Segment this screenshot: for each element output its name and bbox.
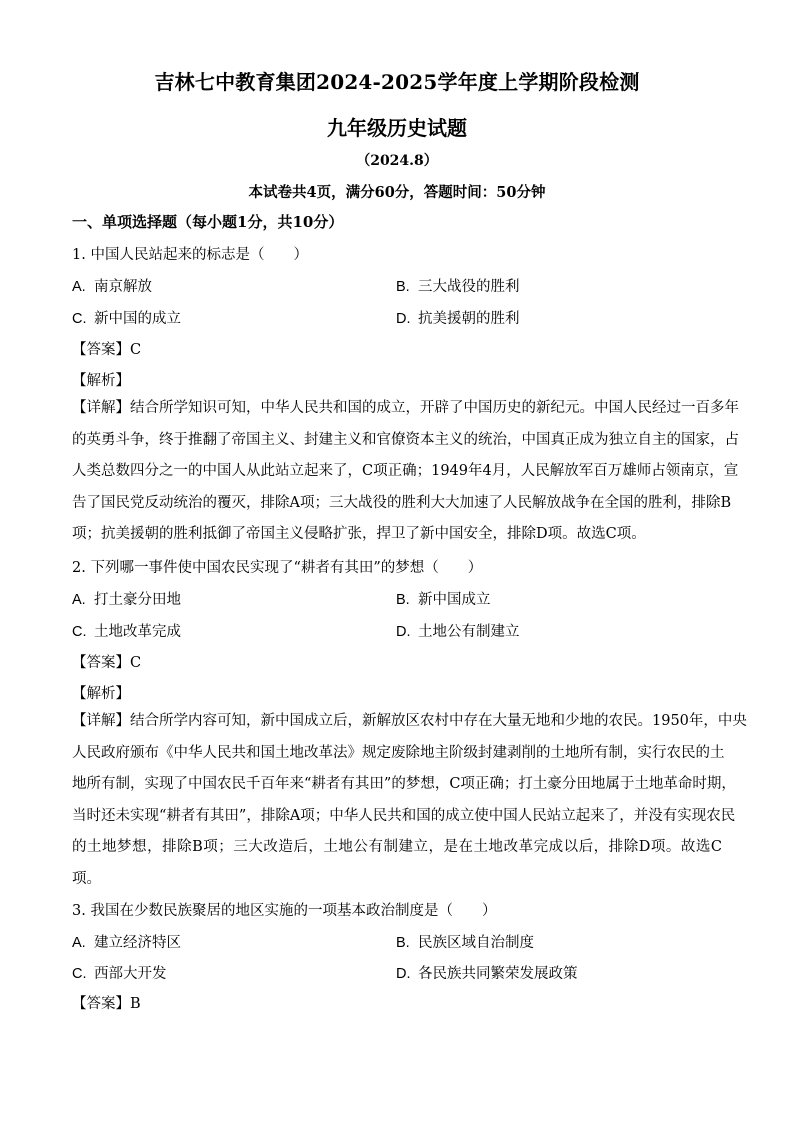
- detail-line: 的英勇斗争，终于推翻了帝国主义、封建主义和官僚资本主义的统治，中国真正成为独立自主的国家，占: [72, 431, 739, 448]
- option-label: A.: [72, 592, 86, 608]
- question-1-option-d: [396, 307, 520, 328]
- option-text: 抗美援朝的胜利: [418, 311, 520, 327]
- option-text: 新中国的成立: [94, 311, 181, 327]
- option-label: C.: [72, 624, 87, 640]
- detail-line: 的土地梦想，排除B项；三大改造后，土地公有制建立，是在土地改革完成以后，排除D项。故选C: [72, 839, 722, 855]
- question-2-option-a: [72, 588, 181, 609]
- detail-line: 地所有制，实现了中国农民千百年来“耕者有其田”的梦想，C项正确；打土豪分田地属于土地革命时期，: [72, 776, 736, 792]
- exam-info: 本试卷共4页，满分60分，答题时间：50分钟: [248, 184, 546, 201]
- option-label: B.: [396, 592, 410, 608]
- exam-date: （2024.8）: [356, 153, 438, 169]
- option-label: B.: [396, 279, 410, 295]
- option-text: 南京解放: [94, 279, 152, 295]
- question-3-option-d: [396, 962, 578, 983]
- question-3-stem: 3. 我国在少数民族聚居的地区实施的一项基本政治制度是（ ）: [72, 903, 497, 919]
- question-3-option-b: [396, 931, 534, 952]
- detail-line: 【详解】结合所学知识可知，中华人民共和国的成立，开辟了中国历史的新纪元。中国人民经过一百多年: [72, 400, 739, 416]
- exam-title: 吉林七中教育集团2024-2025学年度上学期阶段检测: [154, 70, 640, 94]
- option-text: 民族区域自治制度: [418, 935, 534, 951]
- option-label: C.: [72, 966, 87, 982]
- question-1-analysis-label: 【解析】: [72, 373, 130, 389]
- question-2-stem: 2. 下列哪一事件使中国农民实现了“耕者有其田”的梦想（ ）: [72, 560, 483, 576]
- question-2-answer: 【答案】C: [72, 655, 142, 671]
- question-2-analysis-label: 【解析】: [72, 686, 130, 702]
- section-heading: 一、单项选择题（每小题1分，共10分）: [72, 213, 344, 231]
- option-label: D.: [396, 624, 411, 640]
- question-1-option-b: [396, 275, 520, 296]
- question-2-option-c: [72, 620, 181, 641]
- detail-line: 人民政府颁布《中华人民共和国土地改革法》规定废除地主阶级封建剥削的土地所有制，实行农民的土: [72, 744, 725, 761]
- option-label: D.: [396, 311, 411, 327]
- detail-line: 项。: [72, 870, 101, 887]
- question-2-option-b: [396, 588, 491, 609]
- detail-line: 当时还未实现“耕者有其田”，排除A项；中华人民共和国的成立使中国人民站立起来了，并没有实现农民: [72, 807, 736, 824]
- exam-subtitle: 九年级历史试题: [327, 116, 467, 140]
- detail-line: 告了国民党反动统治的覆灭，排除A项；三大战役的胜利大大加速了人民解放战争在全国的胜利，排除B: [72, 494, 732, 511]
- option-text: 土地公有制建立: [418, 624, 520, 640]
- option-label: B.: [396, 935, 410, 951]
- option-text: 土地改革完成: [94, 624, 181, 640]
- option-text: 西部大开发: [94, 966, 167, 982]
- option-text: 建立经济特区: [94, 935, 181, 951]
- option-text: 三大战役的胜利: [418, 279, 520, 295]
- detail-line: 人类总数四分之一的中国人从此站立起来了，C项正确；1949年4月，人民解放军百万雄师占领南京，宣: [72, 463, 739, 479]
- question-3-option-a: [72, 931, 181, 952]
- option-label: A.: [72, 279, 86, 295]
- question-1-detail: [72, 393, 739, 551]
- detail-line: 项；抗美援朝的胜利抵御了帝国主义侵略扩张，捍卫了新中国安全，排除D项。故选C项。: [72, 526, 646, 542]
- option-text: 新中国成立: [418, 592, 491, 608]
- option-label: D.: [396, 966, 411, 982]
- question-1-option-c: [72, 307, 181, 328]
- question-2-option-d: [396, 620, 520, 641]
- option-text: 打土豪分田地: [94, 592, 181, 608]
- detail-line: 【详解】结合所学内容可知，新中国成立后，新解放区农村中存在大量无地和少地的农民。1950年，中央: [72, 713, 747, 729]
- option-label: A.: [72, 935, 86, 951]
- question-1-option-a: [72, 275, 152, 296]
- question-1-answer: 【答案】C: [72, 342, 142, 358]
- question-1-stem: 1. 中国人民站起来的标志是（ ）: [72, 247, 308, 263]
- question-2-detail: [72, 706, 747, 895]
- question-3-answer: 【答案】B: [72, 996, 141, 1012]
- question-3-option-c: [72, 962, 167, 983]
- option-text: 各民族共同繁荣发展政策: [418, 966, 578, 982]
- option-label: C.: [72, 311, 87, 327]
